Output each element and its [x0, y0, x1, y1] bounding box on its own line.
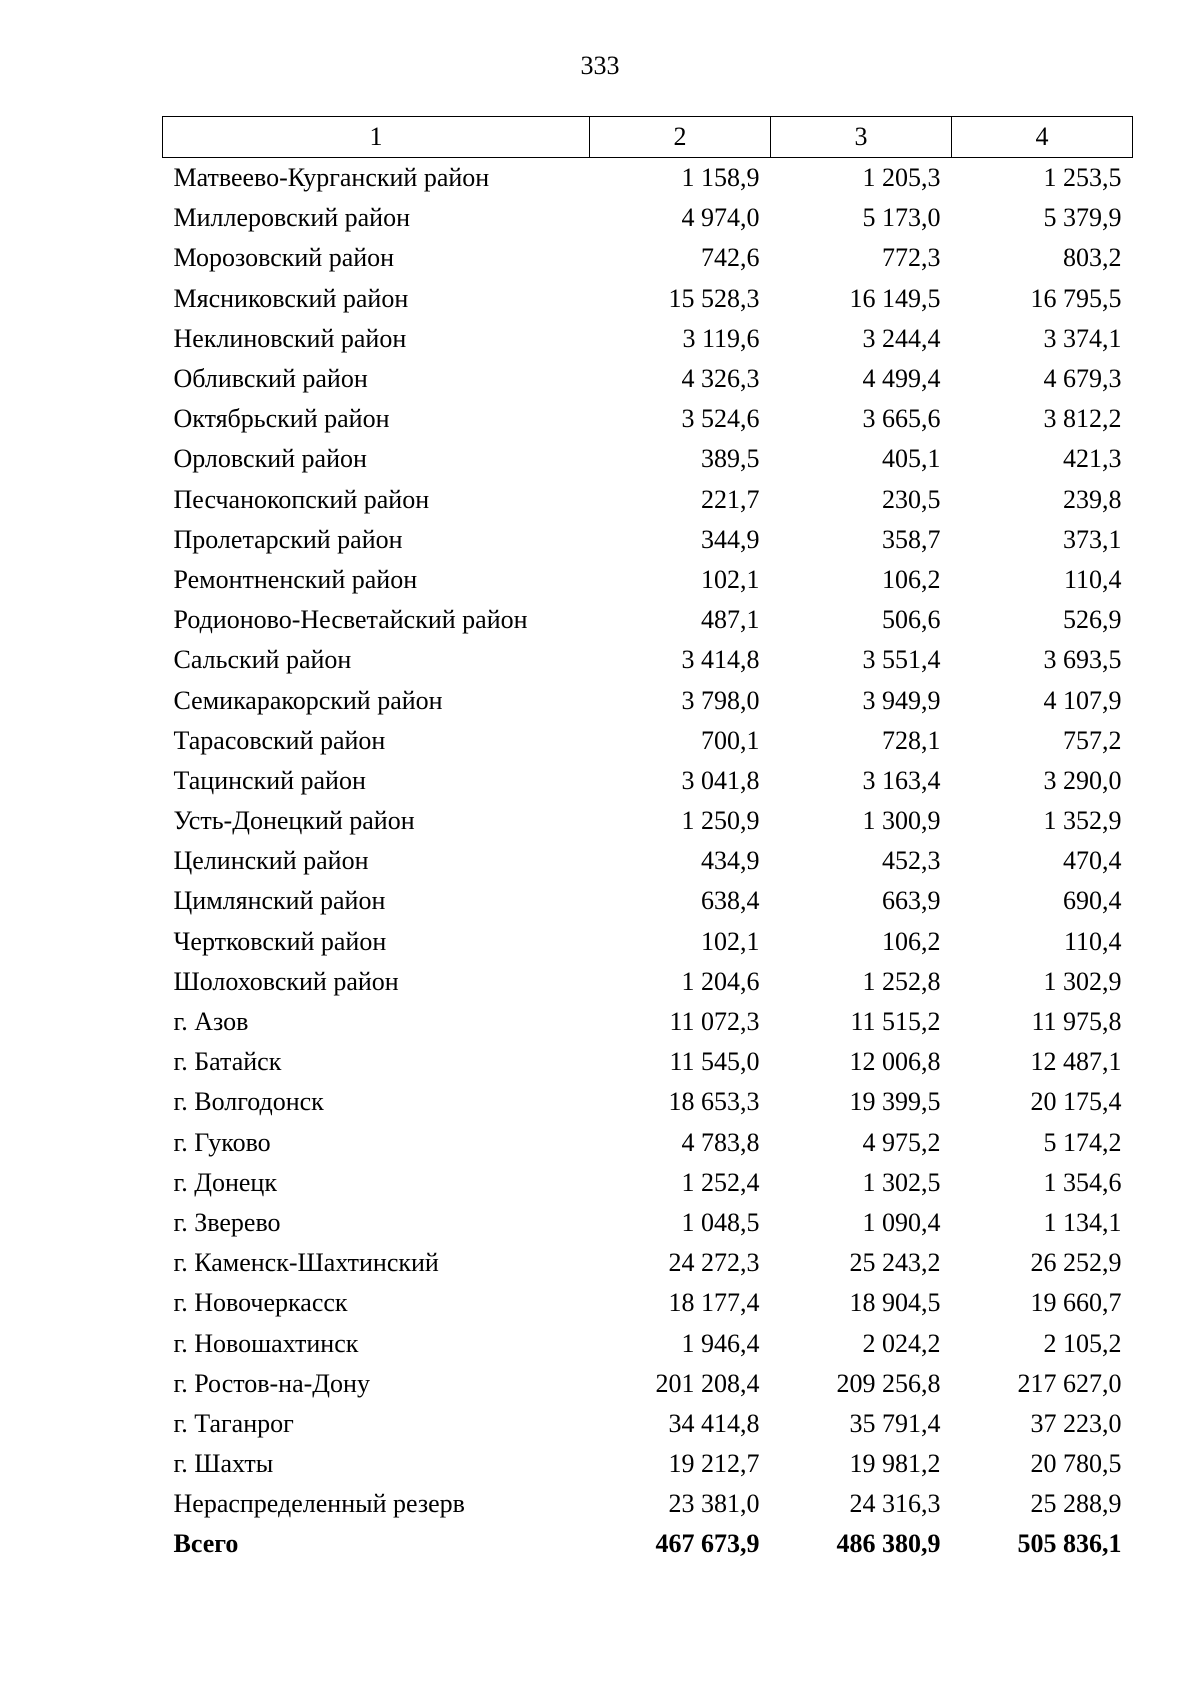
value-col-3: 4 499,4: [862, 364, 941, 394]
value-col-4: 1 253,5: [1043, 163, 1122, 193]
value-col-4: 757,2: [1063, 725, 1122, 755]
territory-name: Неклиновский район: [173, 323, 407, 353]
value-col-2: 3 414,8: [681, 645, 760, 675]
territory-name: Семикаракорский район: [173, 685, 443, 715]
value-col-2: 3 798,0: [681, 685, 760, 715]
table-row: [163, 1283, 1133, 1323]
value-col-2: 221,7: [701, 484, 760, 514]
value-col-4: 690,4: [1063, 886, 1122, 916]
territory-name: г. Новочеркасск: [173, 1288, 348, 1318]
value-col-3: 1 205,3: [862, 163, 941, 193]
value-col-3: 11 515,2: [850, 1007, 941, 1037]
value-col-3: 4 975,2: [862, 1127, 941, 1157]
value-col-3: 3 551,4: [862, 645, 941, 675]
table-row: [163, 962, 1133, 1002]
value-col-4: 12 487,1: [1030, 1047, 1122, 1077]
value-col-4: 4 107,9: [1043, 685, 1122, 715]
value-col-4: 20 780,5: [1030, 1449, 1122, 1479]
territory-name: Нераспределенный резерв: [173, 1489, 465, 1519]
value-col-3: 405,1: [882, 444, 941, 474]
value-col-3: 772,3: [882, 243, 941, 273]
territory-name: Шолоховский район: [173, 966, 399, 996]
territory-name: Тацинский район: [173, 765, 366, 795]
value-col-4: 1 302,9: [1043, 966, 1122, 996]
value-col-2: 4 326,3: [681, 364, 760, 394]
table-body: [163, 158, 1133, 1565]
table-row: [163, 841, 1133, 881]
value-col-3: 452,3: [882, 846, 941, 876]
territory-name: Цимлянский район: [173, 886, 386, 916]
territory-name: Песчанокопский район: [173, 484, 430, 514]
value-col-3: 18 904,5: [849, 1288, 941, 1318]
value-col-2: 11 072,3: [669, 1007, 760, 1037]
territory-name: г. Таганрог: [173, 1408, 294, 1438]
value-col-4: 3 290,0: [1043, 765, 1122, 795]
value-col-2: 201 208,4: [655, 1368, 760, 1398]
table-row: [163, 1484, 1133, 1524]
value-col-2: 1 252,4: [681, 1167, 760, 1197]
value-col-3: 5 173,0: [862, 203, 941, 233]
value-col-2: 4 974,0: [681, 203, 760, 233]
value-col-2: 23 381,0: [668, 1489, 760, 1519]
table-row: [163, 480, 1133, 520]
territory-name: г. Батайск: [173, 1047, 282, 1077]
value-col-2: 344,9: [701, 524, 760, 554]
value-col-4: 470,4: [1063, 846, 1122, 876]
table-row: [163, 922, 1133, 962]
value-col-3: 24 316,3: [849, 1489, 941, 1519]
value-col-3: 1 090,4: [862, 1207, 941, 1237]
value-col-3: 19 399,5: [849, 1087, 941, 1117]
value-col-4: 4 679,3: [1043, 364, 1122, 394]
territory-name: г. Шахты: [173, 1449, 274, 1479]
value-col-3: 209 256,8: [836, 1368, 941, 1398]
value-col-4: 421,3: [1063, 444, 1122, 474]
value-col-4: 11 975,8: [1031, 1007, 1122, 1037]
value-col-3: 506,6: [882, 605, 941, 635]
value-col-4: 3 693,5: [1043, 645, 1122, 675]
value-col-3: 1 252,8: [862, 966, 941, 996]
value-col-2: 18 177,4: [668, 1288, 760, 1318]
value-col-4: 3 812,2: [1043, 404, 1122, 434]
value-col-3: 358,7: [882, 524, 941, 554]
value-col-2: 3 524,6: [681, 404, 760, 434]
header-cell-1: 1: [163, 117, 590, 158]
territory-name: Сальский район: [173, 645, 352, 675]
table-row: [163, 1444, 1133, 1484]
value-col-3: 16 149,5: [849, 283, 941, 313]
value-col-2: 1 048,5: [681, 1207, 760, 1237]
total-territory-name: Всего: [173, 1529, 239, 1559]
table-row: [163, 560, 1133, 600]
table-row: [163, 1404, 1133, 1444]
table-row: [163, 520, 1133, 560]
value-col-4: 1 354,6: [1043, 1167, 1122, 1197]
total-value-col-4: 505 836,1: [1017, 1529, 1122, 1559]
value-col-4: 5 379,9: [1043, 203, 1122, 233]
value-col-2: 3 041,8: [681, 765, 760, 795]
value-col-3: 3 665,6: [862, 404, 941, 434]
table-header: [163, 117, 1133, 158]
territory-name: Ремонтненский район: [173, 564, 418, 594]
value-col-4: 25 288,9: [1030, 1489, 1122, 1519]
territory-name: Пролетарский район: [173, 524, 403, 554]
value-col-2: 434,9: [701, 846, 760, 876]
header-cell-4: 4: [952, 117, 1133, 158]
value-col-4: 3 374,1: [1043, 323, 1122, 353]
territory-name: г. Азов: [173, 1007, 249, 1037]
value-col-2: 34 414,8: [668, 1408, 760, 1438]
value-col-2: 11 545,0: [669, 1047, 760, 1077]
budget-table: [162, 116, 1133, 1565]
header-row: [163, 117, 1133, 158]
table-row: [163, 721, 1133, 761]
territory-name: г. Каменск-Шахтинский: [173, 1248, 439, 1278]
table-row: [163, 1243, 1133, 1283]
table-row: [163, 1123, 1133, 1163]
header-cell-3: 3: [771, 117, 952, 158]
page-number: 333: [580, 51, 620, 80]
value-col-2: 700,1: [701, 725, 760, 755]
territory-name: г. Зверево: [173, 1207, 281, 1237]
value-col-4: 5 174,2: [1043, 1127, 1122, 1157]
table-row: [163, 801, 1133, 841]
territory-name: г. Новошахтинск: [173, 1328, 359, 1358]
value-col-2: 102,1: [701, 564, 760, 594]
table-row: [163, 158, 1133, 199]
value-col-4: 1 134,1: [1043, 1207, 1122, 1237]
value-col-3: 3 244,4: [862, 323, 941, 353]
value-col-2: 1 946,4: [681, 1328, 760, 1358]
table-row: [163, 439, 1133, 479]
value-col-4: 239,8: [1063, 484, 1122, 514]
value-col-4: 373,1: [1063, 524, 1122, 554]
table-row: [163, 640, 1133, 680]
value-col-3: 728,1: [882, 725, 941, 755]
territory-name: Чертковский район: [173, 926, 387, 956]
value-col-3: 3 163,4: [862, 765, 941, 795]
table-row: [163, 680, 1133, 720]
value-col-3: 106,2: [882, 564, 941, 594]
table-row: [163, 600, 1133, 640]
value-col-2: 102,1: [701, 926, 760, 956]
value-col-3: 230,5: [882, 484, 941, 514]
value-col-4: 16 795,5: [1030, 283, 1122, 313]
value-col-4: 37 223,0: [1030, 1408, 1122, 1438]
value-col-3: 35 791,4: [849, 1408, 941, 1438]
value-col-4: 217 627,0: [1017, 1368, 1122, 1398]
total-value-col-3: 486 380,9: [836, 1529, 941, 1559]
table-row: [163, 319, 1133, 359]
value-col-3: 1 302,5: [862, 1167, 941, 1197]
value-col-3: 2 024,2: [862, 1328, 941, 1358]
value-col-2: 24 272,3: [668, 1248, 760, 1278]
value-col-2: 1 158,9: [681, 163, 760, 193]
table-row: [163, 1203, 1133, 1243]
territory-name: Родионово-Несветайский район: [173, 605, 528, 635]
value-col-4: 110,4: [1063, 564, 1122, 594]
value-col-4: 26 252,9: [1030, 1248, 1122, 1278]
value-col-4: 20 175,4: [1030, 1087, 1122, 1117]
value-col-2: 3 119,6: [682, 323, 760, 353]
value-col-3: 1 300,9: [862, 806, 941, 836]
territory-name: г. Ростов-на-Дону: [173, 1368, 370, 1398]
table-row: [163, 1002, 1133, 1042]
territory-name: Целинский район: [173, 846, 369, 876]
territory-name: Обливский район: [173, 364, 368, 394]
territory-name: Миллеровский район: [173, 203, 411, 233]
header-cell-2: 2: [590, 117, 771, 158]
territory-name: г. Гуково: [173, 1127, 271, 1157]
table-row: [163, 1364, 1133, 1404]
value-col-2: 19 212,7: [668, 1449, 760, 1479]
total-value-col-2: 467 673,9: [655, 1529, 760, 1559]
value-col-3: 663,9: [882, 886, 941, 916]
table-row: [163, 761, 1133, 801]
value-col-4: 1 352,9: [1043, 806, 1122, 836]
table-row: [163, 881, 1133, 921]
value-col-3: 12 006,8: [849, 1047, 941, 1077]
table-row: [163, 1163, 1133, 1203]
value-col-3: 106,2: [882, 926, 941, 956]
territory-name: Тарасовский район: [173, 725, 386, 755]
value-col-2: 742,6: [701, 243, 760, 273]
table-row: [163, 1082, 1133, 1122]
value-col-4: 110,4: [1063, 926, 1122, 956]
value-col-2: 15 528,3: [668, 283, 760, 313]
value-col-3: 25 243,2: [849, 1248, 941, 1278]
territory-name: Октябрьский район: [173, 404, 390, 434]
territory-name: Мясниковский район: [173, 283, 409, 313]
value-col-2: 638,4: [701, 886, 760, 916]
table-row: [163, 238, 1133, 278]
value-col-2: 487,1: [701, 605, 760, 635]
value-col-2: 389,5: [701, 444, 760, 474]
table-row: [163, 359, 1133, 399]
table-row: [163, 1323, 1133, 1363]
value-col-2: 4 783,8: [681, 1127, 760, 1157]
value-col-3: 19 981,2: [849, 1449, 941, 1479]
value-col-4: 2 105,2: [1043, 1328, 1122, 1358]
value-col-2: 1 250,9: [681, 806, 760, 836]
value-col-4: 526,9: [1063, 605, 1122, 635]
value-col-4: 19 660,7: [1030, 1288, 1122, 1318]
territory-name: Орловский район: [173, 444, 367, 474]
territory-name: Морозовский район: [173, 243, 395, 273]
territory-name: Усть-Донецкий район: [173, 806, 415, 836]
territory-name: г. Волгодонск: [173, 1087, 324, 1117]
value-col-2: 1 204,6: [681, 966, 760, 996]
value-col-4: 803,2: [1063, 243, 1122, 273]
total-row: [163, 1524, 1133, 1564]
table-row: [163, 279, 1133, 319]
value-col-3: 3 949,9: [862, 685, 941, 715]
territory-name: Матвеево-Курганский район: [173, 163, 490, 193]
value-col-2: 18 653,3: [668, 1087, 760, 1117]
table-row: [163, 399, 1133, 439]
territory-name: г. Донецк: [173, 1167, 277, 1197]
table-row: [163, 1042, 1133, 1082]
table-row: [163, 198, 1133, 238]
